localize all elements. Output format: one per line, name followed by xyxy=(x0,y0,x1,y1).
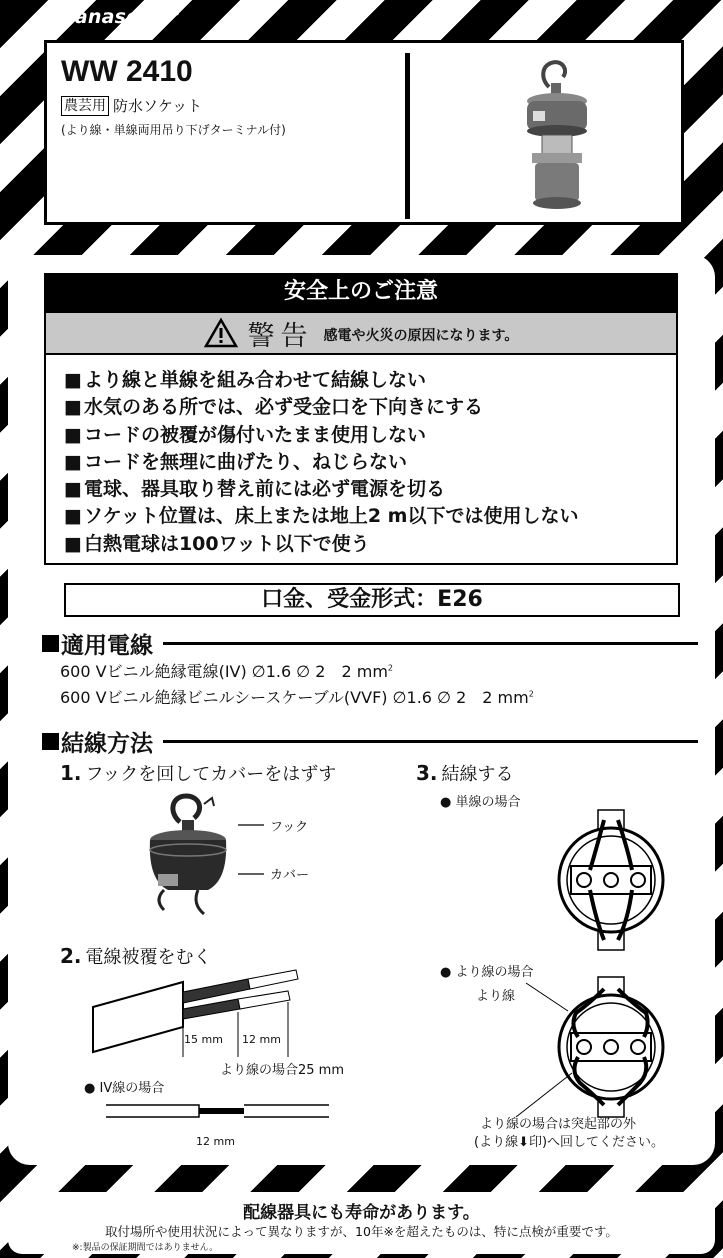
step-2-title: 2. 電線被覆をむく xyxy=(60,944,212,968)
product-name: 防水ソケット xyxy=(113,97,203,115)
heading-square xyxy=(42,733,59,750)
stranded-case-label: ● より線の場合 xyxy=(440,965,534,980)
product-line xyxy=(61,95,202,116)
iv-wire-illustration xyxy=(104,1097,334,1127)
list-item: ■ コードを無理に曲げたり、ねじらない xyxy=(64,449,660,476)
heading-rule xyxy=(163,740,698,743)
stranded-note-2: (より線⬇印)へ回してください。 xyxy=(474,1135,665,1150)
wires-heading: 適用電線 xyxy=(42,627,698,660)
list-item: ■ 水気のある所では、必ず受金口を下向きにする xyxy=(64,394,660,421)
wire-spec-1: 600 Vビニル絶縁電線(IV) ∅1.6 ∅ 2 2 $mm^2$ xyxy=(60,662,394,681)
instruction-panel xyxy=(8,255,715,1165)
list-item: ■ 白熱電球は100ワット以下で使う xyxy=(64,531,660,558)
iv-case-label: ● IV線の場合 xyxy=(84,1081,165,1096)
lifetime-panel xyxy=(8,1192,715,1254)
warning-list xyxy=(44,355,678,565)
warning-triangle-icon xyxy=(204,318,238,348)
stranded-note: より線の場合25 mm xyxy=(220,1063,345,1078)
solid-case-label: ● 単線の場合 xyxy=(440,795,521,810)
stranded-wire-diagram xyxy=(546,977,676,1117)
category-tag: 農芸用 xyxy=(61,96,109,116)
heading-square xyxy=(42,635,59,652)
step-1-title: 1. フックを回してカバーをはずす xyxy=(60,761,337,785)
product-note: (より線・単線両用吊り下げターミナル付) xyxy=(61,123,286,137)
strip-dim-12: 12 mm xyxy=(242,1033,281,1046)
wiring-heading: 結線方法 xyxy=(42,725,698,758)
step-3-title: 3. 結線する xyxy=(416,761,514,785)
warning-text: 感電や火災の原因になります。 xyxy=(323,328,519,344)
iv-dim-12: 12 mm xyxy=(196,1135,235,1148)
socket-product-image xyxy=(497,53,617,223)
solid-wire-diagram xyxy=(546,810,676,950)
cover-label: カバー xyxy=(270,868,310,883)
lifetime-title: 配線器具にも寿命があります。 xyxy=(243,1203,480,1223)
base-type-box: 口金、受金形式：E26 xyxy=(64,583,680,617)
list-item: ■ より線と単線を組み合わせて結線しない xyxy=(64,367,660,394)
strip-dim-15: 15 mm xyxy=(184,1033,223,1046)
heading-rule xyxy=(163,642,698,645)
safety-title: 安全上のご注意 xyxy=(44,273,678,311)
list-item: ■ コードの被覆が傷付いたまま使用しない xyxy=(64,422,660,449)
lifetime-note: ※:製品の保証期間ではありません。 xyxy=(72,1243,219,1253)
hook-label: フック xyxy=(270,820,309,835)
stranded-wire-label: より線 xyxy=(476,989,516,1004)
brand-logo: Panasonic® xyxy=(62,6,181,28)
wire-spec-2: 600 Vビニル絶縁ビニルシースケーブル(VVF) ∅1.6 ∅ 2 2 $mm^2$ xyxy=(60,688,534,707)
model-number: WW 2410 xyxy=(61,55,193,88)
stranded-note-1: より線の場合は突起部の外 xyxy=(480,1117,637,1132)
list-item: ■ ソケット位置は、床上または地上2 m以下では使用しない xyxy=(64,503,660,530)
header-divider xyxy=(405,53,410,219)
lifetime-text: 取付場所や使用状況によって異なりますが、10年※を超えたものは、特に点検が重要です。 xyxy=(105,1224,618,1239)
warning-word: 警告 xyxy=(247,320,314,352)
list-item: ■ 電球、器具取り替え前には必ず電源を切る xyxy=(64,476,660,503)
header-panel xyxy=(44,40,684,225)
warning-bar xyxy=(44,311,678,355)
